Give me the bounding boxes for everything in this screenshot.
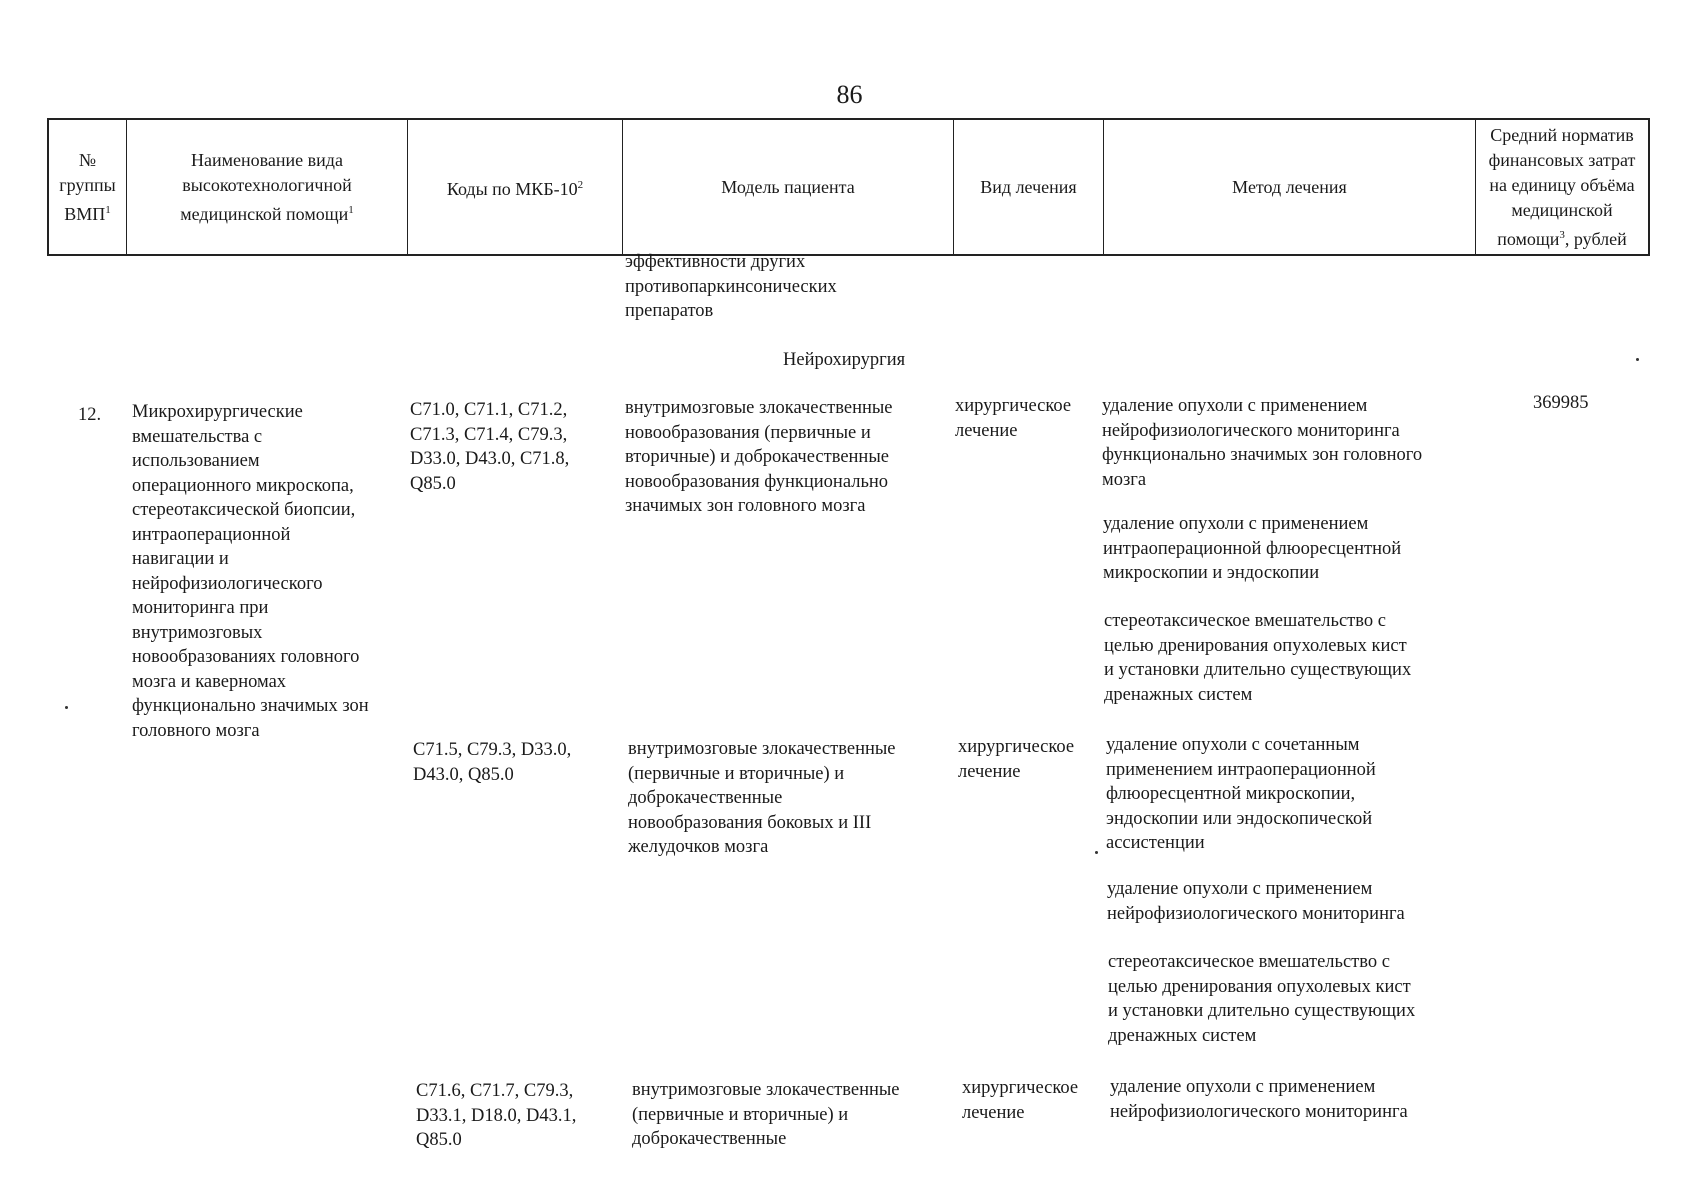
group-number: 12. (78, 405, 102, 425)
text-line: хирургическое (955, 396, 1072, 416)
text-line: лечение (958, 761, 1021, 782)
header-text: помощи (1497, 228, 1560, 249)
treatment-type-row-3 (962, 1076, 1078, 1125)
text-line: целью дренирования опухолевых кист (1104, 635, 1407, 656)
text-line: и установки длительно существующих (1104, 660, 1412, 680)
page-number: 86 (836, 80, 863, 109)
footnote-mark: 3 (1559, 228, 1565, 241)
text-line: эндоскопии или эндоскопической (1106, 808, 1373, 829)
text-line: нейрофизиологического мониторинга (1102, 420, 1400, 441)
table-header (47, 118, 1650, 256)
text-line: стереотаксическое вмешательство с (1108, 952, 1390, 972)
text-line: препаратов (625, 301, 714, 321)
text-line: мозга и каверномах (132, 671, 287, 692)
method-row-2-c (1108, 950, 1415, 1048)
text-line: D33.1, D18.0, D43.1, (416, 1105, 577, 1126)
header-text: Вид лечения (980, 176, 1077, 197)
text-line: целью дренирования опухолевых кист (1108, 976, 1411, 997)
footnote-mark: 1 (105, 203, 111, 216)
text-line: дренажных систем (1104, 684, 1253, 705)
method-row-2-b (1107, 877, 1405, 926)
text-line: операционного микроскопа, (132, 475, 354, 496)
method-row-1-b (1103, 512, 1401, 586)
text-line: значимых зон головного мозга (625, 496, 866, 516)
text-line: интраоперационной флюоресцентной (1103, 538, 1402, 559)
text-line: применением интраоперационной (1106, 759, 1376, 780)
text-line: вторичные) и доброкачественные (625, 447, 889, 467)
patient-model-row-3 (632, 1078, 900, 1152)
text-line: функционально значимых зон (132, 696, 369, 716)
header-text: Средний норматив (1490, 124, 1634, 145)
text-line: новообразования функционально (625, 471, 889, 492)
header-group-number (49, 120, 127, 254)
patient-model-row-1 (625, 396, 893, 519)
text-line: удаление опухоли с применением (1110, 1077, 1376, 1097)
text-line: новообразования боковых и III (628, 812, 872, 833)
method-row-1-c (1104, 609, 1411, 707)
text-line: использованием (132, 451, 260, 471)
text-line: вмешательства с (132, 426, 263, 447)
footnote-mark: 1 (348, 203, 354, 216)
text-line: навигации и (132, 549, 229, 569)
text-line: микроскопии и эндоскопии (1103, 563, 1320, 583)
text-line: внутримозговые злокачественные (628, 739, 896, 759)
text-line: нейрофизиологического мониторинга (1110, 1101, 1408, 1122)
text-line: стереотаксическое вмешательство с (1104, 611, 1386, 631)
text-line: нейрофизиологического (132, 573, 323, 594)
header-avg-cost (1476, 120, 1648, 254)
text-line: удаление опухоли с применением (1102, 396, 1368, 416)
header-text: , рублей (1564, 228, 1627, 249)
text-line: C71.6, C71.7, C79.3, (416, 1081, 574, 1101)
header-text: медицинской (1511, 199, 1613, 220)
text-line: D43.0, Q85.0 (413, 764, 514, 785)
text-line: внутримозговых (132, 622, 263, 643)
text-line: доброкачественные (628, 788, 783, 808)
patient-model-row-2 (628, 737, 896, 860)
text-line: стереотаксической биопсии, (132, 500, 356, 520)
method-row-2-a (1106, 733, 1376, 856)
carryover-text (625, 250, 837, 324)
text-line: лечение (955, 420, 1018, 441)
avg-cost-value: 369985 (1533, 393, 1589, 413)
text-line: эффективности других (625, 252, 806, 272)
method-row-1-a (1102, 394, 1422, 492)
text-line: лечение (962, 1102, 1025, 1123)
header-patient-model (623, 120, 954, 254)
scan-speck (1095, 851, 1098, 854)
text-line: удаление опухоли с применением (1103, 514, 1369, 534)
header-text: медицинской помощи (180, 203, 349, 224)
text-line: D33.0, D43.0, C71.8, (410, 449, 570, 469)
text-line: (первичные и вторичные) и (628, 763, 845, 784)
text-line: противопаркинсонических (625, 276, 837, 297)
text-line: удаление опухоли с применением (1107, 879, 1373, 899)
text-line: внутримозговые злокачественные (625, 398, 893, 418)
treatment-type-row-2 (958, 735, 1074, 784)
text-line: нейрофизиологического мониторинга (1107, 903, 1405, 924)
header-text: Модель пациента (721, 176, 855, 197)
text-line: Q85.0 (410, 473, 456, 494)
header-text: финансовых затрат (1488, 149, 1636, 170)
header-text: Метод лечения (1232, 176, 1347, 197)
scan-speck (65, 706, 68, 709)
text-line: C71.3, C71.4, C79.3, (410, 424, 568, 445)
section-title: Нейрохирургия (783, 350, 906, 370)
text-line: новообразования (первичные и (625, 422, 871, 443)
text-line: новообразованиях головного (132, 647, 360, 667)
method-row-3-a (1110, 1075, 1408, 1124)
text-line: флюоресцентной микроскопии, (1106, 784, 1356, 804)
header-treatment-type (954, 120, 1104, 254)
icd-codes-row-1 (410, 398, 569, 496)
text-line: интраоперационной (132, 524, 291, 545)
header-text: ВМП (64, 203, 106, 224)
scan-speck (1636, 358, 1639, 361)
header-text: на единицу объёма (1489, 174, 1635, 195)
header-vmp-name (127, 120, 408, 254)
text-line: функционально значимых зон головного (1102, 445, 1423, 465)
text-line: C71.0, C71.1, C71.2, (410, 400, 568, 420)
header-text: группы (59, 174, 116, 195)
text-line: дренажных систем (1108, 1025, 1257, 1046)
text-line: Q85.0 (416, 1130, 462, 1150)
group-name (132, 400, 369, 743)
text-line: головного мозга (132, 720, 260, 741)
text-line: (первичные и вторичные) и (632, 1104, 849, 1125)
text-line: желудочков мозга (628, 837, 769, 857)
text-line: ассистенции (1106, 833, 1205, 853)
header-text: № (78, 149, 97, 170)
text-line: удаление опухоли с сочетанным (1106, 735, 1360, 755)
header-text: Наименование вида (191, 149, 343, 170)
footnote-mark: 2 (577, 178, 584, 191)
text-line: мониторинга при (132, 598, 269, 618)
text-line: хирургическое (958, 737, 1075, 757)
text-line: и установки длительно существующих (1108, 1001, 1416, 1021)
icd-codes-row-3 (416, 1079, 576, 1153)
header-treatment-method (1104, 120, 1476, 254)
treatment-type-row-1 (955, 394, 1071, 443)
text-line: доброкачественные (632, 1129, 787, 1149)
text-line: C71.5, C79.3, D33.0, (413, 740, 572, 760)
icd-codes-row-2 (413, 738, 571, 787)
header-text: высокотехнологичной (182, 174, 352, 195)
text-line: мозга (1102, 469, 1147, 490)
text-line: внутримозговые злокачественные (632, 1080, 900, 1100)
header-icd-codes (408, 120, 623, 254)
text-line: Микрохирургические (132, 402, 303, 422)
header-text: Коды по МКБ-10 (446, 178, 578, 199)
text-line: хирургическое (962, 1078, 1079, 1098)
